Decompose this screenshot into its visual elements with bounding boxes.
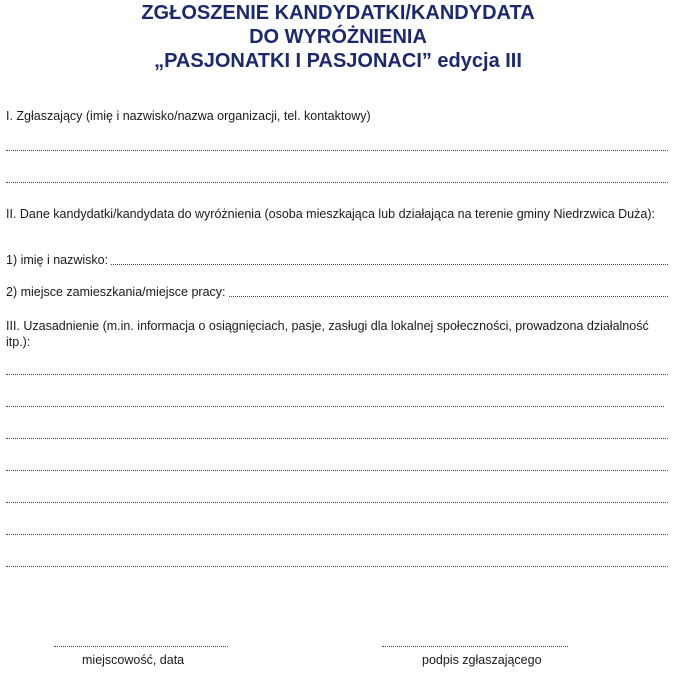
form-title-line-2: DO WYRÓŻNIENIA xyxy=(249,26,427,48)
candidate-residence-label: 2) miejsce zamieszkania/miejsce pracy: xyxy=(6,285,226,299)
candidate-name-label: 1) imię i nazwisko: xyxy=(6,253,109,267)
justification-fill-line-2[interactable] xyxy=(6,406,664,407)
candidate-residence-fill-line[interactable] xyxy=(229,296,668,297)
form-title-line-1: ZGŁOSZENIE KANDYDATKI/KANDYDATA xyxy=(141,2,535,24)
place-date-fill-line[interactable] xyxy=(54,646,228,647)
candidate-residence-field[interactable] xyxy=(6,284,668,300)
section-1-fill-line-2[interactable] xyxy=(6,182,668,183)
form-title-line-3: „PASJONATKI I PASJONACI” edycja III xyxy=(154,50,522,72)
candidate-name-field[interactable] xyxy=(6,252,668,268)
section-2-label: II. Dane kandydatki/kandydata do wyróżnienia (osoba mieszkająca lub działająca na terenie gminy Niedrzwica Duża): xyxy=(6,207,655,221)
justification-fill-line-7[interactable] xyxy=(6,566,668,567)
place-date-caption: miejscowość, data xyxy=(82,653,185,667)
justification-fill-line-5[interactable] xyxy=(6,502,668,503)
signature-fill-line[interactable] xyxy=(382,646,568,647)
section-1-fill-line-1[interactable] xyxy=(6,150,668,151)
justification-fill-line-3[interactable] xyxy=(6,438,668,439)
section-3-label: III. Uzasadnienie (m.in. informacja o osiągnięciach, pasje, zasługi dla lokalnej społeczności, prowadzona działalność itp.): xyxy=(6,319,649,349)
signature-caption: podpis zgłaszającego xyxy=(422,653,542,667)
justification-fill-line-1[interactable] xyxy=(6,374,668,375)
justification-fill-line-4[interactable] xyxy=(6,470,668,471)
section-1-label: I. Zgłaszający (imię i nazwisko/nazwa organizacji, tel. kontaktowy) xyxy=(6,109,371,123)
candidate-name-fill-line[interactable] xyxy=(111,264,668,265)
justification-fill-line-6[interactable] xyxy=(6,534,668,535)
